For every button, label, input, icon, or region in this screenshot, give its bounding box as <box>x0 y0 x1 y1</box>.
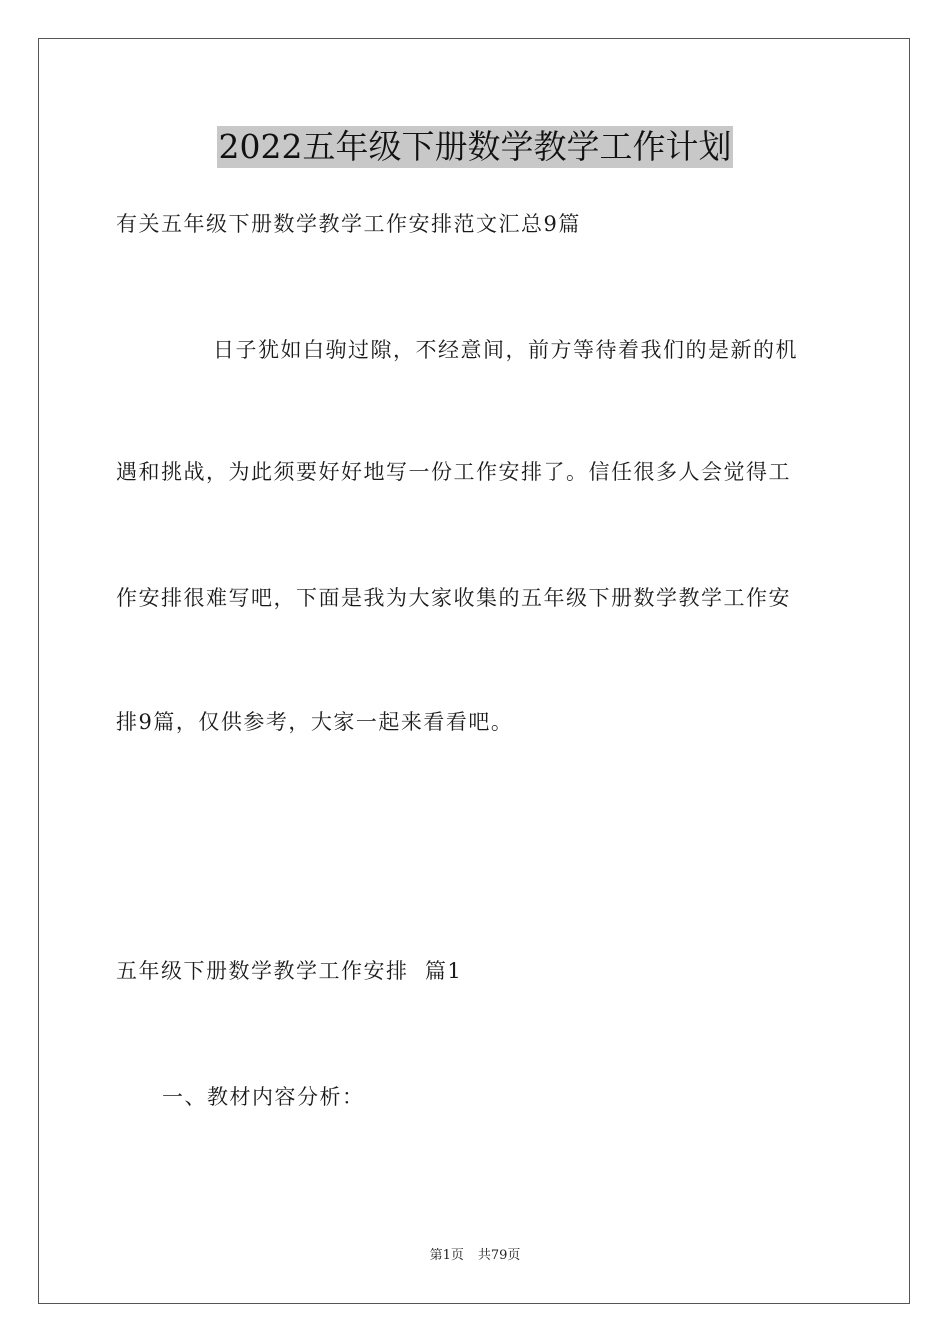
title-container <box>0 126 950 168</box>
page-number: 第1页 <box>429 1248 464 1263</box>
intro-line-4: 排9篇，仅供参考，大家一起来看看吧。 <box>116 710 514 734</box>
section-heading: 五年级下册数学教学工作安排 篇1 <box>116 959 463 983</box>
document-subtitle: 有关五年级下册数学教学工作安排范文汇总9篇 <box>116 212 581 236</box>
subsection-heading: 一、教材内容分析： <box>162 1085 365 1109</box>
document-title: 2022五年级下册数学教学工作计划 <box>218 127 732 166</box>
page-footer <box>0 1247 950 1265</box>
intro-line-2: 遇和挑战，为此须要好好地写一份工作安排了。信任很多人会觉得工 <box>116 460 791 484</box>
intro-line-1: 日子犹如白驹过隙，不经意间，前方等待着我们的是新的机 <box>213 338 798 362</box>
total-pages: 共79页 <box>477 1248 521 1263</box>
intro-line-3: 作安排很难写吧，下面是我为大家收集的五年级下册数学教学工作安 <box>116 586 791 610</box>
